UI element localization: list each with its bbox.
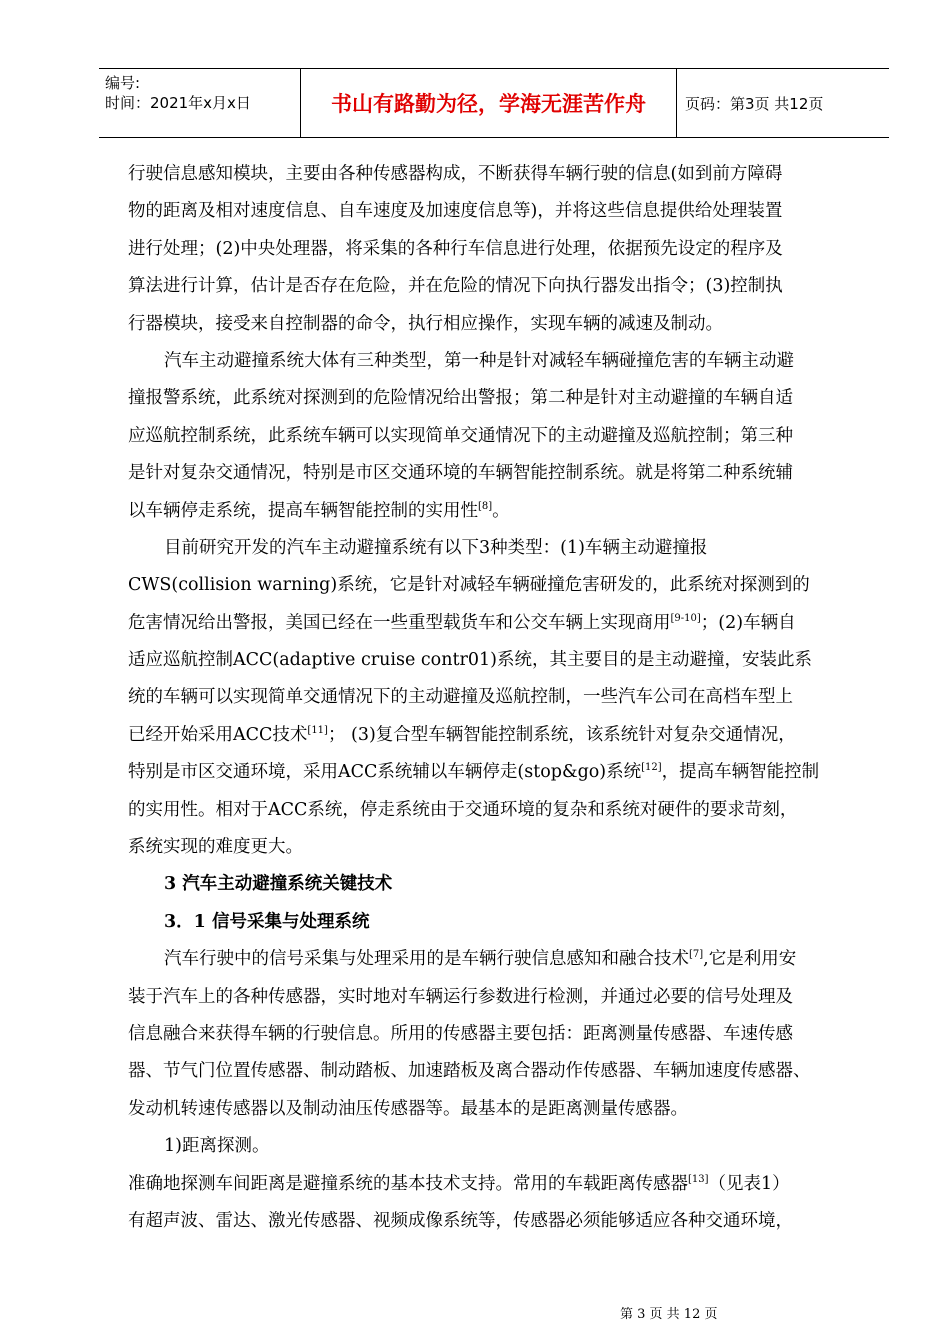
text-line: 物的距离及相对速度信息、自车速度及加速度信息等)，并将这些信息提供给处理装置 xyxy=(128,201,783,222)
text-line: 装于汽车上的各种传感器，实时地对车辆运行参数进行检测，并通过必要的信号处理及 xyxy=(128,986,793,1007)
text-line: 器、节气门位置传感器、制动踏板、加速踏板及离合器动作传感器、车辆加速度传感器、 xyxy=(128,1061,811,1082)
text-line: 行器模块，接受来自控制器的命令，执行相应操作，实现车辆的减速及制动。 xyxy=(128,313,723,334)
text-line: 算法进行计算，估计是否存在危险，并在危险的情况下向执行器发出指令；(3)控制执 xyxy=(128,276,783,297)
citation: [8] xyxy=(478,500,493,512)
subsection-heading: 3．1 信号采集与处理系统 xyxy=(164,911,370,932)
text-line: 进行处理；(2)中央处理器，将采集的各种行车信息进行处理，依据预先设定的程序及 xyxy=(128,238,783,259)
text-line: 信息融合来获得车辆的行驶信息。所用的传感器主要包括：距离测量传感器、车速传感 xyxy=(128,1023,793,1044)
citation: [7] xyxy=(689,949,704,961)
citation: [12] xyxy=(641,762,662,774)
text-line: CWS(collision warning)系统，它是针对减轻车辆碰撞危害研发的，此系统对探测到的 xyxy=(128,575,810,596)
text-line: 发动机转速传感器以及制动油压传感器等。最基本的是距离测量传感器。 xyxy=(128,1098,688,1119)
text-line: 行驶信息感知模块，主要由各种传感器构成，不断获得车辆行驶的信息(如到前方障碍 xyxy=(128,164,783,184)
section-heading: 3 汽车主动避撞系统关键技术 xyxy=(164,874,393,895)
text-line xyxy=(128,605,863,642)
text-run: ,它是利用安 xyxy=(703,949,797,970)
citation: [13] xyxy=(688,1173,709,1185)
text-line xyxy=(128,717,863,754)
page-header xyxy=(99,68,889,138)
header-meta xyxy=(99,69,301,137)
text-run: 以车辆停走系统，提高车辆智能控制的实用性 xyxy=(128,500,478,521)
header-page-info: 页码：第3页 共12页 xyxy=(685,94,824,113)
list-item: 1)距离探测。 xyxy=(164,1136,270,1157)
page-footer: 第 3 页 共 12 页 xyxy=(620,1307,718,1322)
paragraph-2 xyxy=(128,343,863,530)
document-time: 时间：2021年x月x日 xyxy=(105,94,251,112)
text-line: 是针对复杂交通情况，特别是市区交通环境的车辆智能控制系统。就是将第二种系统辅 xyxy=(128,463,793,484)
text-run: 已经开始采用ACC技术 xyxy=(128,724,308,745)
text-line: 有超声波、雷达、激光传感器、视频成像系统等，传感器必须能够适应各种交通环境， xyxy=(128,1210,793,1231)
document-body xyxy=(128,156,863,1240)
citation: [9-10] xyxy=(670,612,701,624)
text-run: ； (3)复合型车辆智能控制系统，该系统针对复杂交通情况， xyxy=(327,724,796,745)
text-run: （见表1） xyxy=(708,1173,790,1194)
text-line: 目前研究开发的汽车主动避撞系统有以下3种类型：(1)车辆主动避撞报 xyxy=(164,537,708,558)
text-line: 汽车主动避撞系统大体有三种类型，第一种是针对减轻车辆碰撞危害的车辆主动避 xyxy=(164,350,794,371)
header-motto: 书山有路勤为径，学海无涯苦作舟 xyxy=(301,69,677,137)
text-run: ，提高车辆智能控制 xyxy=(661,762,820,783)
text-line: 的实用性。相对于ACC系统，停走系统由于交通环境的复杂和系统对硬件的要求苛刻， xyxy=(128,799,798,820)
text-run: 。 xyxy=(492,500,510,521)
text-run: 特别是市区交通环境，采用ACC系统辅以车辆停走(stop&go)系统 xyxy=(128,762,642,783)
text-run: 危害情况给出警报，美国已经在一些重型载货车和公交车辆上实现商用 xyxy=(128,612,671,633)
text-run: ；(2)车辆自 xyxy=(700,612,796,633)
text-line: 应巡航控制系统，此系统车辆可以实现简单交通情况下的主动避撞及巡航控制；第三种 xyxy=(128,425,793,446)
document-number-label: 编号: xyxy=(105,74,141,92)
text-line: 系统实现的难度更大。 xyxy=(128,837,303,858)
text-line: 适应巡航控制ACC(adaptive cruise contr01)系统，其主要目的是主动避撞，安装此系 xyxy=(128,650,812,671)
paragraph-4 xyxy=(128,941,863,1128)
text-run: 汽车行驶中的信号采集与处理采用的是车辆行驶信息感知和融合技术 xyxy=(164,949,689,970)
paragraph-3 xyxy=(128,530,863,867)
text-line xyxy=(128,941,863,978)
paragraph-5 xyxy=(128,1166,863,1241)
text-line xyxy=(128,493,863,530)
text-line: 撞报警系统，此系统对探测到的危险情况给出警报；第二种是针对主动避撞的车辆自适 xyxy=(128,388,793,409)
paragraph-1 xyxy=(128,156,863,343)
text-line: 统的车辆可以实现简单交通情况下的主动避撞及巡航控制，一些汽车公司在高档车型上 xyxy=(128,687,793,708)
text-line xyxy=(128,1166,863,1203)
text-run: 准确地探测车间距离是避撞系统的基本技术支持。常用的车载距离传感器 xyxy=(128,1173,688,1194)
citation: [11] xyxy=(307,724,328,736)
text-line xyxy=(128,754,863,791)
